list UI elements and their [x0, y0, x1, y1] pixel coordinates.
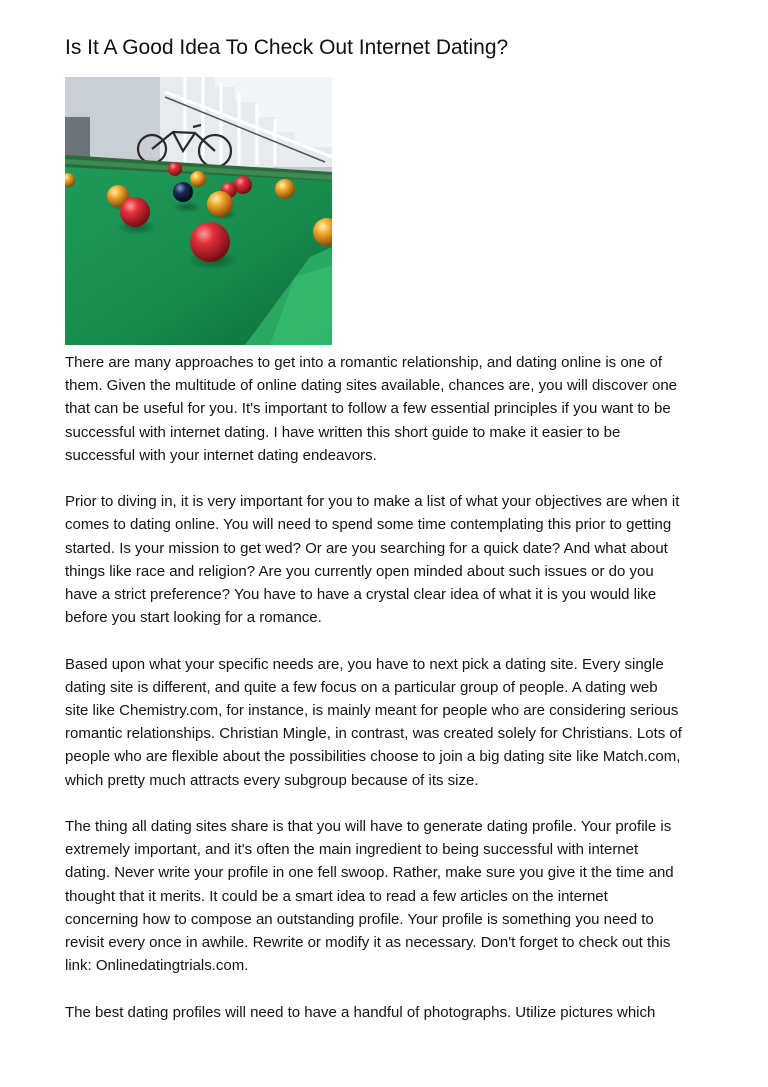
article-body	[65, 351, 710, 1047]
paragraph: Prior to diving in, it is very important for you to make a list of what your objectives are when it comes to dating online. You will need to spend some time contemplating this prior to getting started. Is your mission to get wed? Or are you searching for a quick date? And what about things like race and religion? Are you currently open minded about such issues or do you have a strict preference? You have to have a crystal clear idea of what it is you would like before you start looking for a romance.	[65, 493, 680, 627]
pool-table-photo	[65, 77, 332, 345]
pool-table-illustration	[65, 77, 332, 345]
page-title: Is It A Good Idea To Check Out Internet Dating?	[65, 36, 509, 59]
paragraph: The thing all dating sites share is that you will have to generate dating profile. Your profile is extremely important, and it's often the main ingredient to being successful with internet dating. Never write your profile in one fell swoop. Rather, make sure you give it the time and thought that it merits. It could be a smart idea to read a few articles on the internet concerning how to compose an outstanding profile. Your profile is something you need to revisit every once in awhile. Rewrite or modify it as necessary. Don't forget to check out this link: Onlinedatingtrials.com.	[65, 818, 674, 975]
paragraph: There are many approaches to get into a romantic relationship, and dating online is one of them. Given the multitude of online dating sites available, chances are, you will discover one that can be useful for you. It's important to follow a few essential principles if you want to be successful with internet dating. I have written this short guide to make it easier to be successful with your internet dating endeavors.	[65, 354, 678, 464]
paragraph: The best dating profiles will need to have a handful of photographs. Utilize pictures which	[65, 1003, 656, 1021]
paragraph: Based upon what your specific needs are, you have to next pick a dating site. Every single dating site is different, and quite a few focus on a particular group of people. A dating web site like Chemistry.com, for instance, is mainly meant for people who are considering serious romantic relationships. Christian Mingle, in contrast, was created solely for Christians. Lots of people who are flexible about the possibilities choose to join a big dating site like Match.com, which pretty much attracts every subgroup because of its size.	[65, 655, 682, 789]
